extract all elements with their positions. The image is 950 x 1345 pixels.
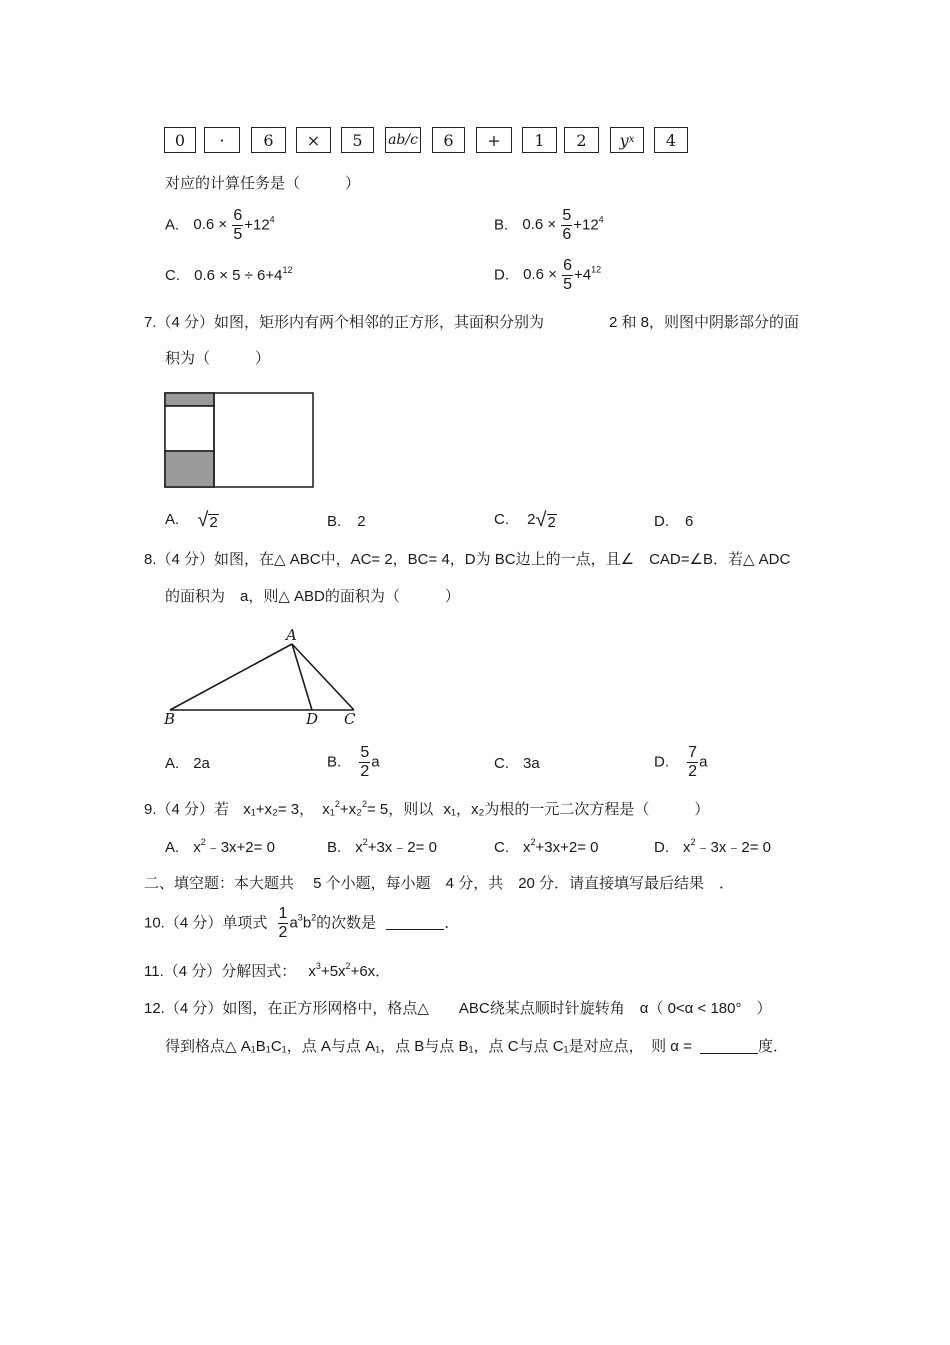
segment-ab bbox=[170, 644, 292, 710]
shaded-square bbox=[165, 451, 214, 487]
q9-option-d: D. $x^2﹣3x﹣2= 0$ bbox=[654, 837, 771, 856]
key-6b: 6 bbox=[432, 127, 465, 153]
q7-option-d: D. 6 bbox=[654, 513, 694, 530]
fraction: $\frac{1}{2}$ bbox=[278, 905, 288, 941]
key-5: 5 bbox=[341, 127, 374, 153]
q7-line1b: 2 和 8，则图中阴影部分的面 bbox=[609, 314, 800, 331]
q8-option-d: D. $\frac{7}{2}$ a bbox=[654, 744, 708, 780]
sqrt-symbol: √ 2 bbox=[197, 509, 218, 531]
key-plus: + bbox=[476, 127, 512, 153]
q12-line1: 12.（4 分）如图，在正方形网格中，格点△ ABC绕某点顺时针旋转角 α（ 0<α < 180° ） bbox=[144, 1000, 772, 1017]
fraction: $\frac{5}{2}$ bbox=[360, 744, 370, 780]
q8-option-b: B. $\frac{5}{2}$ a bbox=[327, 744, 380, 780]
key-4: 4 bbox=[654, 127, 688, 153]
sqrt-symbol: √ 2 bbox=[535, 509, 556, 531]
fraction: $\frac{6}{5}$ bbox=[563, 257, 573, 293]
label-a: A bbox=[286, 626, 297, 644]
key-0: 0 bbox=[164, 127, 196, 153]
key-dot: · bbox=[204, 127, 240, 153]
q6-option-b: B. 0.6 × $\frac{5}{6}$ $+12^4$ bbox=[494, 207, 604, 243]
q8-option-c: C. 3a bbox=[494, 755, 540, 772]
q6-option-d: D. 0.6 × $\frac{6}{5}$ $+4^{12}$ bbox=[494, 257, 602, 293]
fraction: $\frac{5}{6}$ bbox=[562, 207, 572, 243]
q8-line1: 8.（4 分）如图，在△ ABC中，AC= 2，BC= 4，D为 BC边上的一点，且∠ CAD=∠B．若△ ADC bbox=[144, 551, 791, 568]
section-2-heading: 二、填空题：本大题共 5 个小题，每小题 4 分，共 20 分．请直接填写最后结果 ． bbox=[144, 875, 735, 892]
label-b: B bbox=[164, 710, 176, 728]
q6-option-a: A. 0.6 × $\frac{6}{5}$ $+12^4$ bbox=[165, 207, 275, 243]
answer-blank[interactable] bbox=[386, 915, 444, 930]
label-c: C bbox=[344, 710, 356, 728]
q11: 11.（4 分）分解因式： $x^3+5x^2+6x$． bbox=[144, 961, 391, 980]
key-6: 6 bbox=[251, 127, 286, 153]
shaded-region-top bbox=[165, 393, 214, 406]
key-power: y x bbox=[610, 127, 644, 153]
q6-option-c: C. $0.6 \times 5 \div 6+4^{12}$ bbox=[165, 265, 293, 284]
fraction: $\frac{6}{5}$ bbox=[233, 207, 243, 243]
q12-line2: 得到格点△ A₁B₁C₁，点 A与点 A₁，点 B与点 B₁，点 C与点 C₁是对应点， 则 α = 度． bbox=[165, 1038, 789, 1055]
label-d: D bbox=[306, 710, 319, 728]
answer-blank[interactable] bbox=[700, 1039, 758, 1054]
q7-line1: 7.（4 分）如图，矩形内有两个相邻的正方形，其面积分别为 bbox=[144, 314, 545, 331]
q9-option-b: B. $x^2+3x﹣2= 0$ bbox=[327, 837, 437, 856]
key-2: 2 bbox=[564, 127, 599, 153]
q7-option-a: A. √ 2 bbox=[165, 509, 218, 531]
q7-figure bbox=[164, 392, 316, 490]
q7-option-b: B. 2 bbox=[327, 513, 366, 530]
small-square bbox=[165, 406, 214, 451]
q6-prompt: 对应的计算任务是（ ） bbox=[165, 175, 361, 192]
q8-line2: 的面积为 a，则△ ABD的面积为（ ） bbox=[165, 588, 460, 605]
key-times: × bbox=[296, 127, 331, 153]
q9-stem: 9.（4 分）若 x₁+x₂= 3， x₁$^2$+x₂$^2$= 5，则以 x₁，x₂为根的一元二次方程是（ ） bbox=[144, 799, 710, 818]
q9-option-a: A. $x^2﹣3x+2= 0$ bbox=[165, 837, 275, 856]
key-1: 1 bbox=[522, 127, 557, 153]
q8-triangle-figure bbox=[160, 624, 365, 728]
q7-option-c: C. 2 √ 2 bbox=[494, 509, 556, 531]
fraction: $\frac{7}{2}$ bbox=[688, 744, 698, 780]
q9-option-c: C. $x^2+3x+2= 0$ bbox=[494, 837, 599, 856]
key-fraction: ab/c bbox=[385, 127, 421, 153]
q8-option-a: A. 2a bbox=[165, 755, 210, 772]
q7-line2: 积为（ ） bbox=[165, 350, 271, 367]
q10: 10.（4 分）单项式 $\frac{1}{2}$ $a^3b^2$的次数是 ． bbox=[144, 905, 460, 941]
